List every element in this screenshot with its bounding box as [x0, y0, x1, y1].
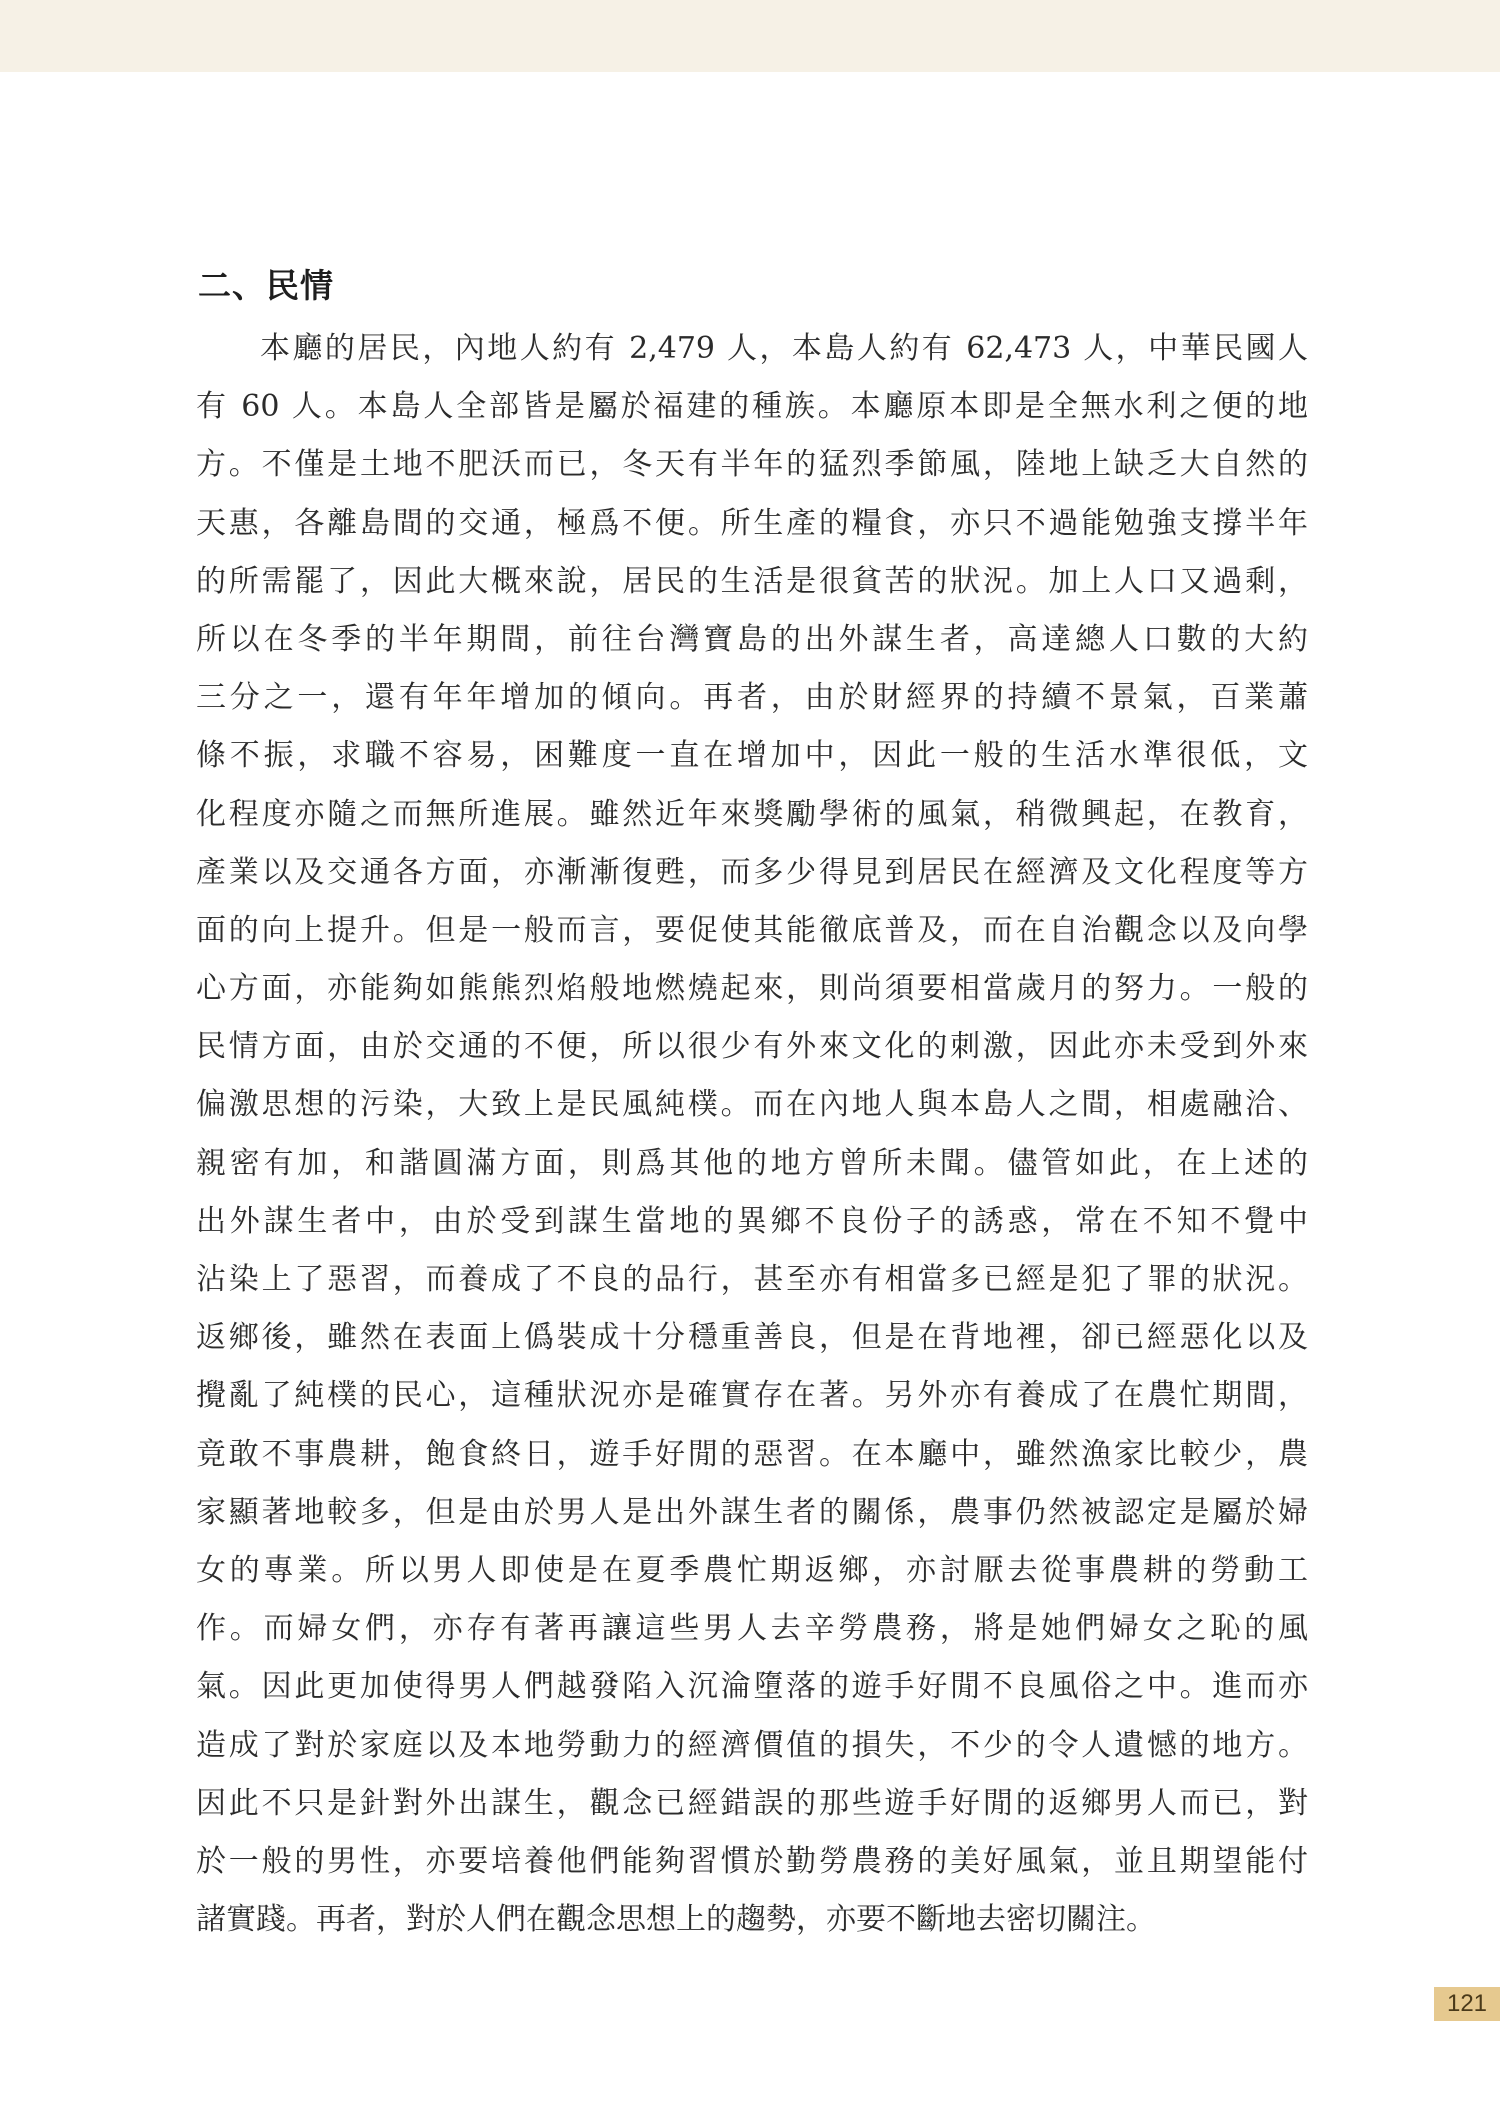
paragraph-line: 所以在冬季的半年期間，前往台灣寶島的出外謀生者，高達總人口數的大約: [196, 621, 1308, 657]
paragraph-line: 條不振，求職不容易，困難度一直在增加中，因此一般的生活水準很低，文: [196, 738, 1308, 774]
paragraph-line: 造成了對於家庭以及本地勞動力的經濟價值的損失，不少的令人遺憾的地方。: [196, 1727, 1308, 1763]
paragraph-line: 沾染上了惡習，而養成了不良的品行，甚至亦有相當多已經是犯了罪的狀況。: [196, 1262, 1308, 1297]
paragraph-line: 親密有加，和諧圓滿方面，則爲其他的地方曾所未聞。儘管如此，在上述的: [196, 1145, 1308, 1181]
paragraph-line: 化程度亦隨之而無所進展。雖然近年來獎勵學術的風氣，稍微興起，在教育，: [196, 796, 1308, 832]
paragraph-line: 因此不只是針對外出謀生，觀念已經錯誤的那些遊手好閒的返鄉男人而已，對: [196, 1785, 1308, 1821]
paragraph-line: 面的向上提升。但是一般而言，要促使其能徹底普及，而在自治觀念以及向學: [196, 912, 1308, 948]
paragraph-line: 攪亂了純樸的民心，這種狀況亦是確實存在著。另外亦有養成了在農忙期間，: [196, 1378, 1308, 1414]
paragraph-line: 女的專業。所以男人即使是在夏季農忙期返鄉，亦討厭去從事農耕的勞動工: [196, 1552, 1308, 1588]
paragraph-line: 的所需罷了，因此大概來說，居民的生活是很貧苦的狀況。加上人口又過剩，: [196, 563, 1308, 599]
section-title: 二、民情: [198, 266, 334, 305]
page-header-band: [0, 0, 1500, 72]
body-paragraph: [196, 320, 1308, 1949]
paragraph-line: 諸實踐。再者，對於人們在觀念思想上的趨勢，亦要不斷地去密切關注。: [196, 1902, 1156, 1938]
paragraph-line: 家顯著地較多，但是由於男人是出外謀生者的關係，農事仍然被認定是屬於婦: [196, 1494, 1308, 1530]
paragraph-line: 產業以及交通各方面，亦漸漸復甦，而多少得見到居民在經濟及文化程度等方: [196, 854, 1308, 890]
paragraph-line: 方。不僅是土地不肥沃而已，冬天有半年的猛烈季節風，陸地上缺乏大自然的: [196, 447, 1308, 483]
paragraph-line: 有 60 人。本島人全部皆是屬於福建的種族。本廳原本即是全無水利之便的地: [196, 389, 1308, 425]
paragraph-line: 竟敢不事農耕，飽食終日，遊手好閒的惡習。在本廳中，雖然漁家比較少，農: [196, 1436, 1308, 1472]
paragraph-line: 天惠，各離島間的交通，極爲不便。所生產的糧食，亦只不過能勉強支撐半年: [196, 505, 1308, 541]
paragraph-line: 民情方面，由於交通的不便，所以很少有外來文化的刺激，因此亦未受到外來: [196, 1029, 1308, 1065]
paragraph-line: 心方面，亦能夠如熊熊烈焰般地燃燒起來，則尚須要相當歲月的努力。一般的: [196, 971, 1308, 1007]
paragraph-line: 三分之一，還有年年增加的傾向。再者，由於財經界的持續不景氣，百業蕭: [196, 680, 1308, 716]
paragraph-line: 出外謀生者中，由於受到謀生當地的異鄉不良份子的誘惑，常在不知不覺中: [196, 1203, 1308, 1239]
paragraph-line: 偏激思想的污染，大致上是民風純樸。而在內地人與本島人之間，相處融洽、: [196, 1087, 1308, 1123]
paragraph-line: 本廳的居民，內地人約有 2,479 人，本島人約有 62,473 人，中華民國人: [260, 331, 1308, 366]
paragraph-line: 作。而婦女們，亦存有著再讓這些男人去辛勞農務，將是她們婦女之恥的風: [196, 1611, 1308, 1647]
paragraph-line: 於一般的男性，亦要培養他們能夠習慣於勤勞農務的美好風氣，並且期望能付: [196, 1843, 1308, 1879]
paragraph-line: 返鄉後，雖然在表面上僞裝成十分穩重善良，但是在背地裡，卻已經惡化以及: [196, 1320, 1308, 1356]
page-number: 121: [1434, 1987, 1500, 2021]
paragraph-line: 氣。因此更加使得男人們越發陷入沉淪墮落的遊手好閒不良風俗之中。進而亦: [196, 1669, 1308, 1705]
